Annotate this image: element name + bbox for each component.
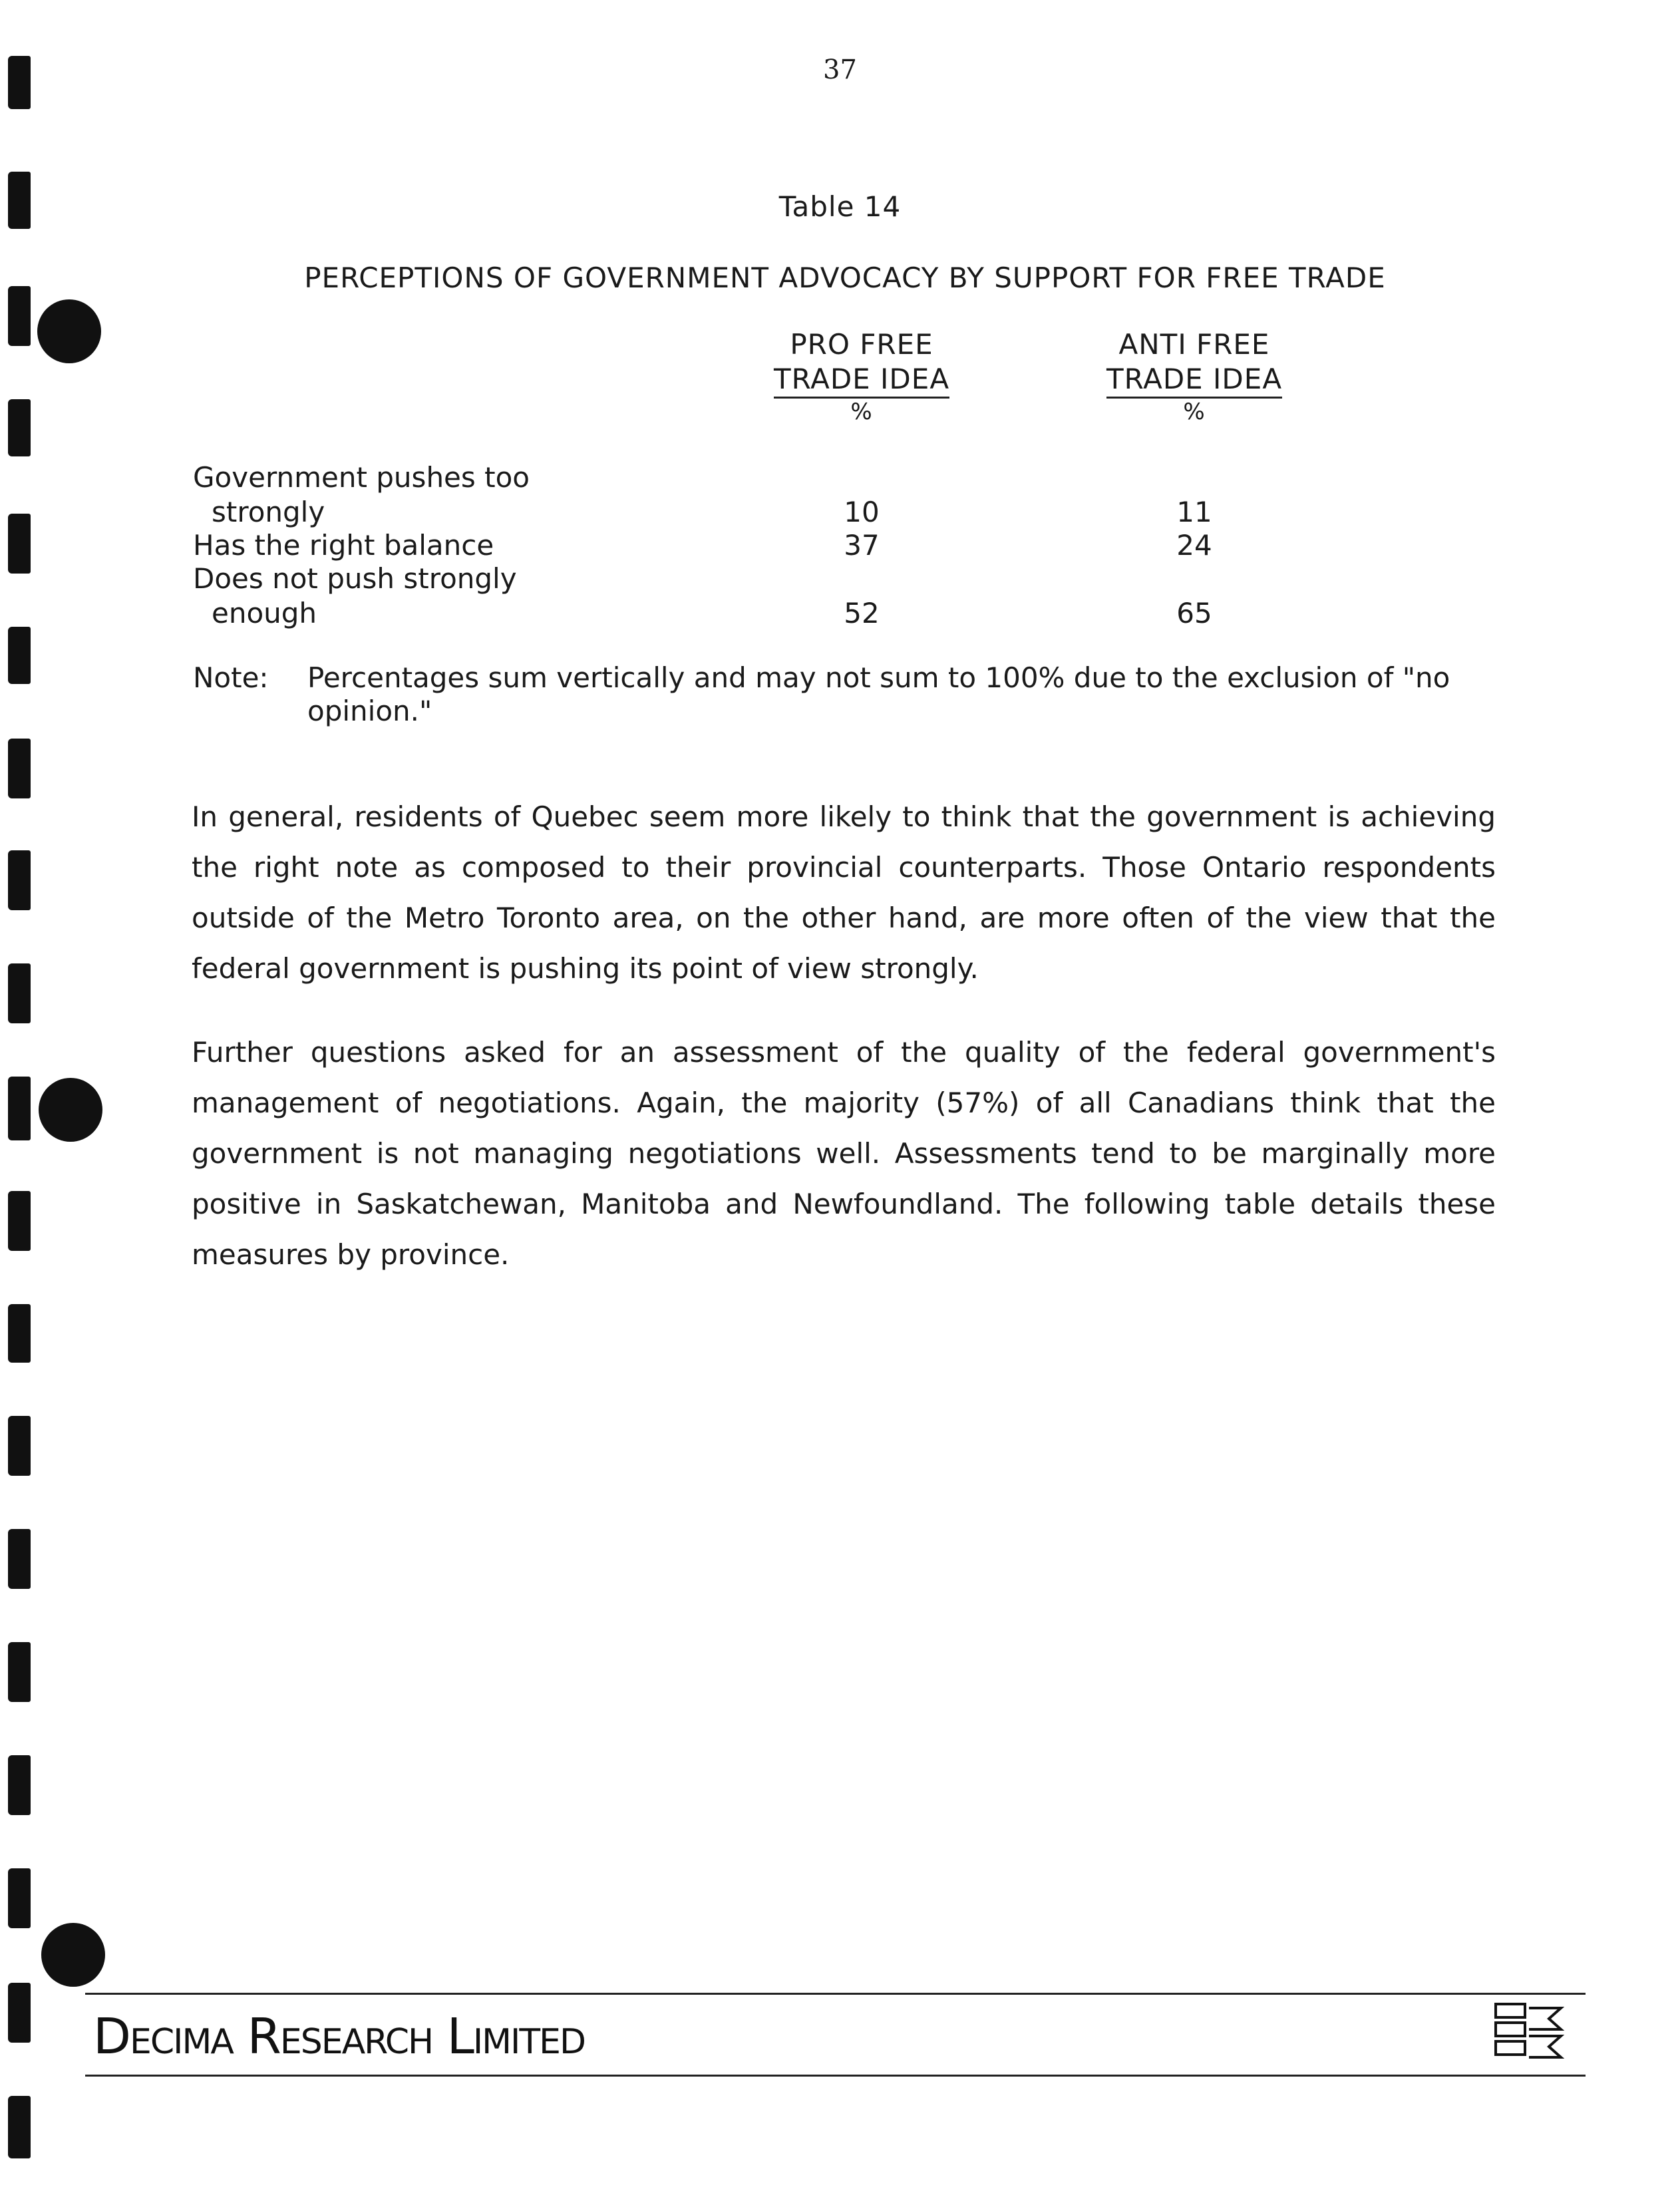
table-note	[193, 661, 1497, 728]
column-unit: %	[850, 399, 873, 425]
binder-bar	[8, 1755, 31, 1815]
footer-company-name	[93, 2008, 585, 2065]
column-header-anti	[1091, 327, 1297, 425]
decima-logo-icon	[1489, 1999, 1569, 2071]
table-row-label	[193, 562, 517, 631]
company-name-text: Decima Research Limited	[93, 2008, 586, 2065]
binder-bar	[8, 286, 31, 346]
note-key: Note:	[193, 661, 269, 694]
column-header-line1: ANTI FREE	[1118, 328, 1270, 361]
binder-hole	[41, 1923, 105, 1987]
table-row-label	[193, 528, 494, 563]
note-text: Percentages sum vertically and may not sum to 100% due to the exclusion of "no opinion."	[307, 661, 1450, 727]
table-cell-anti: 11	[1176, 496, 1212, 528]
page-number: 37	[823, 55, 857, 85]
table-row-label	[193, 460, 530, 530]
binder-bar	[8, 850, 31, 910]
binder-bar	[8, 1416, 31, 1476]
column-unit: %	[1183, 399, 1206, 425]
body-paragraph: Further questions asked for an assessment of the quality of the federal government's management of negotiations. Again, the majority (57%) of all Canadians think that the government is not managing negotiations well. Assessments tend to be marginally more positive in Saskatchewan, Manitoba and Newfoundland. The following table details these measures by province.	[192, 1036, 1496, 1271]
row-label-line1: Has the right balance	[193, 529, 494, 562]
binder-bar	[8, 1983, 31, 2043]
row-label-line1: Government pushes too	[193, 461, 530, 494]
table-title: PERCEPTIONS OF GOVERNMENT ADVOCACY BY SUPPORT FOR FREE TRADE	[304, 261, 1386, 294]
column-header-pro	[758, 327, 965, 425]
binder-bar	[8, 399, 31, 456]
footer-rule	[85, 1993, 1586, 1995]
body-paragraph: In general, residents of Quebec seem more likely to think that the government is achieving the right note as composed to their provincial counterparts. Those Ontario respondents outside of the Metro Toronto area, on the other hand, are more often of the view that the federal government is pushing its point of view strongly.	[192, 800, 1496, 985]
binder-hole	[37, 299, 101, 363]
binder-bar	[8, 1868, 31, 1928]
table-cell-anti: 24	[1176, 529, 1212, 562]
binder-bar	[8, 1191, 31, 1251]
binder-bar	[8, 1529, 31, 1589]
table-caption: Table 14	[778, 190, 902, 223]
binder-bar	[8, 1077, 31, 1140]
row-label-line1: Does not push strongly	[193, 562, 517, 595]
footer-rule	[85, 2075, 1586, 2077]
row-label-line2: strongly	[212, 496, 325, 528]
column-header-line2: TRADE IDEA	[774, 362, 949, 399]
binder-bar	[8, 1304, 31, 1363]
table-cell-pro: 52	[844, 597, 880, 629]
column-header-line1: PRO FREE	[790, 328, 933, 361]
column-header-line2: TRADE IDEA	[1106, 362, 1282, 399]
binder-bar	[8, 514, 31, 574]
binder-bar	[8, 1642, 31, 1702]
table-cell-anti: 65	[1176, 597, 1212, 629]
binder-bar	[8, 739, 31, 798]
binder-bar	[8, 963, 31, 1023]
binder-bar	[8, 627, 31, 684]
binder-hole	[39, 1078, 102, 1142]
binder-bar	[8, 2096, 31, 2158]
table-cell-pro: 37	[844, 529, 880, 562]
row-label-line2: enough	[212, 597, 317, 629]
table-cell-pro: 10	[844, 496, 880, 528]
